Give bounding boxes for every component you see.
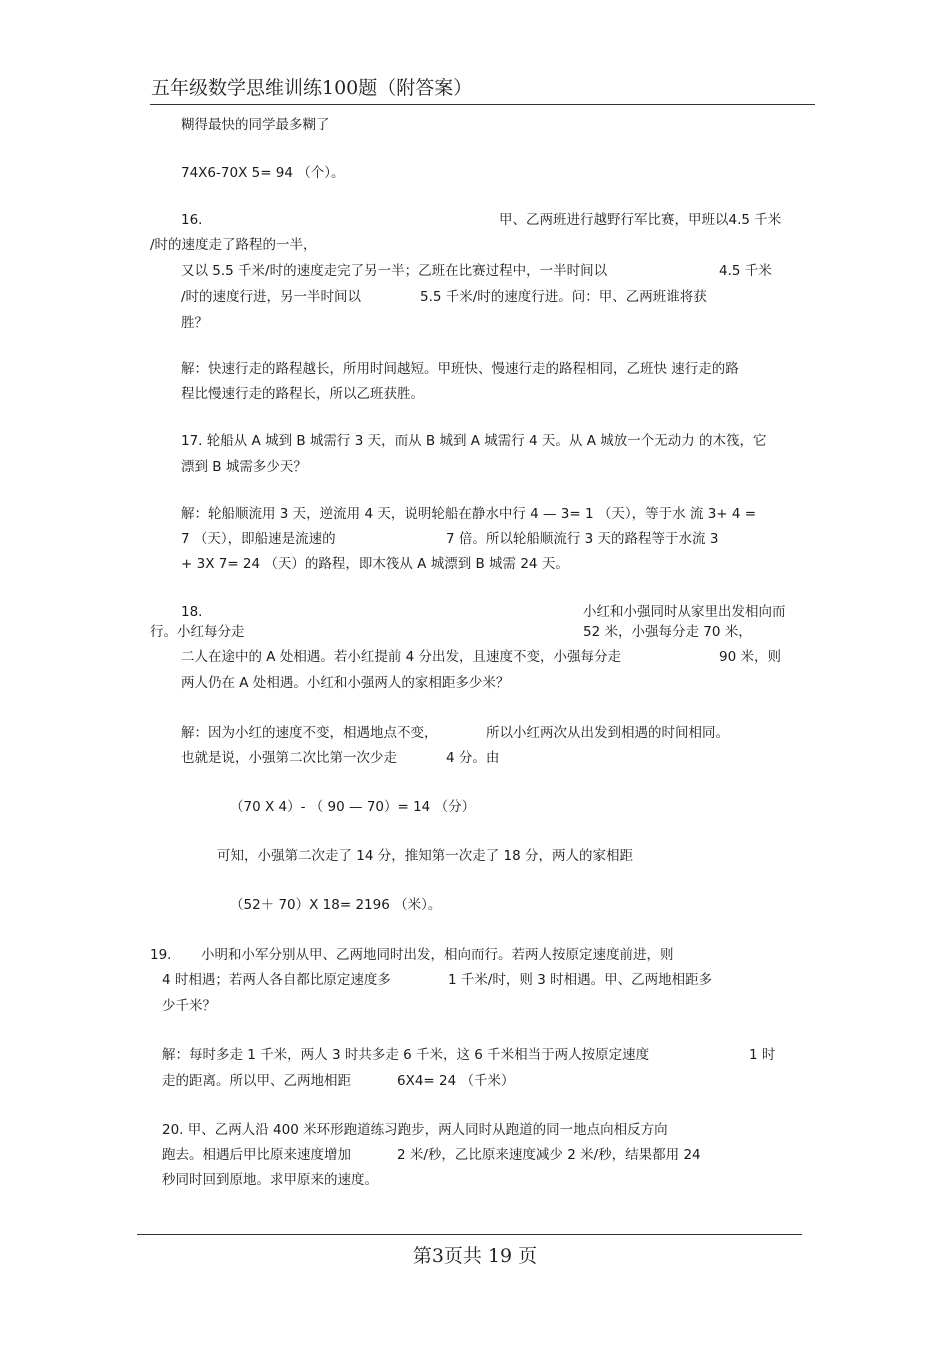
text-line: 90 米，则 <box>719 649 781 665</box>
text-line: 胜？ <box>181 315 208 331</box>
text-line: 也就是说，小强第二次比第一次少走 <box>181 750 397 766</box>
text-line: 又以 5.5 千米/时的速度走完了另一半；乙班在比赛过程中，一半时间以 <box>181 263 608 279</box>
text-line: 解：因为小红的速度不变，相遇地点不变， <box>181 725 438 741</box>
text-line: 两人仍在 A 处相遇。小红和小强两人的家相距多少米？ <box>181 675 510 691</box>
text-line: 二人在途中的 A 处相遇。若小红提前 4 分出发，且速度不变，小强每分走 <box>181 649 621 665</box>
header-rule <box>150 104 815 105</box>
text-line: 17. 轮船从 A 城到 B 城需行 3 天，而从 B 城到 A 城需行 4 天。从 A 城放一个无动力 的木筏，它 <box>181 433 767 449</box>
text-line: 秒同时回到原地。求甲原来的速度。 <box>162 1172 378 1188</box>
text-line: 52 米，小强每分走 70 米， <box>583 624 752 640</box>
text-line: 少千米？ <box>162 998 216 1014</box>
text-line: 跑去。相遇后甲比原来速度增加 <box>162 1147 351 1163</box>
text-line: 行。小红每分走 <box>150 624 245 640</box>
text-line: 6X4= 24 （千米） <box>397 1073 515 1089</box>
text-line: 小明和小军分别从甲、乙两地同时出发，相向而行。若两人按原定速度前进，则 <box>201 947 674 963</box>
question-number: 19. <box>150 947 172 963</box>
question-number: 18. <box>181 604 203 620</box>
text-line: 5.5 千米/时的速度行进。问：甲、乙两班谁将获 <box>420 289 707 305</box>
text-line: 1 千米/时，则 3 时相遇。甲、乙两地相距多 <box>448 972 713 988</box>
text-line: 2 米/秒，乙比原来速度减少 2 米/秒，结果都用 24 <box>397 1147 701 1163</box>
text-line: （70 X 4）- （ 90 — 70）= 14 （分） <box>230 799 476 815</box>
text-line: 74X6-70X 5= 94 （个）。 <box>181 165 345 181</box>
text-line: （52＋ 70）X 18= 2196 （米）。 <box>230 897 442 913</box>
text-line: 1 时 <box>749 1047 776 1063</box>
text-line: 解：快速行走的路程越长，所用时间越短。甲班快、慢速行走的路程相同，乙班快 速行走的路 <box>181 361 739 377</box>
text-line: /时的速度走了路程的一半， <box>150 237 317 253</box>
text-line: 4.5 千米 <box>719 263 772 279</box>
text-line: 小红和小强同时从家里出发相向而 <box>583 604 786 620</box>
text-line: 所以小红两次从出发到相遇的时间相同。 <box>486 725 729 741</box>
question-number: 16. <box>181 212 203 228</box>
text-line: /时的速度行进，另一半时间以 <box>181 289 362 305</box>
text-line: 4 分。由 <box>446 750 500 766</box>
text-line: 解：轮船顺流用 3 天，逆流用 4 天，说明轮船在静水中行 4 — 3= 1 （天），等于水 流 3+ 4 = <box>181 506 757 522</box>
text-line: + 3X 7= 24 （天）的路程，即木筏从 A 城漂到 B 城需 24 天。 <box>181 556 569 572</box>
text-line: 程比慢速行走的路程长，所以乙班获胜。 <box>181 386 424 402</box>
text-line: 20. 甲、乙两人沿 400 米环形跑道练习跑步，两人同时从跑道的同一地点向相反方向 <box>162 1122 668 1138</box>
text-line: 7 倍。所以轮船顺流行 3 天的路程等于水流 3 <box>446 531 719 547</box>
text-line: 走的距离。所以甲、乙两地相距 <box>162 1073 351 1089</box>
text-line: 糊得最快的同学最多糊了 <box>181 117 330 133</box>
text-line: 7 （天），即船速是流速的 <box>181 531 336 547</box>
page-number: 第3页共 19 页 <box>412 1245 538 1267</box>
page-header-title: 五年级数学思维训练100题（附答案） <box>151 77 473 99</box>
text-line: 4 时相遇；若两人各自都比原定速度多 <box>162 972 391 988</box>
text-line: 解：每时多走 1 千米，两人 3 时共多走 6 千米，这 6 千米相当于两人按原定速度 <box>162 1047 650 1063</box>
text-line: 漂到 B 城需多少天？ <box>181 459 307 475</box>
text-line: 可知，小强第二次走了 14 分，推知第一次走了 18 分，两人的家相距 <box>217 848 634 864</box>
footer-rule <box>137 1234 802 1235</box>
text-line: 甲、乙两班进行越野行军比赛，甲班以4.5 千米 <box>499 212 782 228</box>
